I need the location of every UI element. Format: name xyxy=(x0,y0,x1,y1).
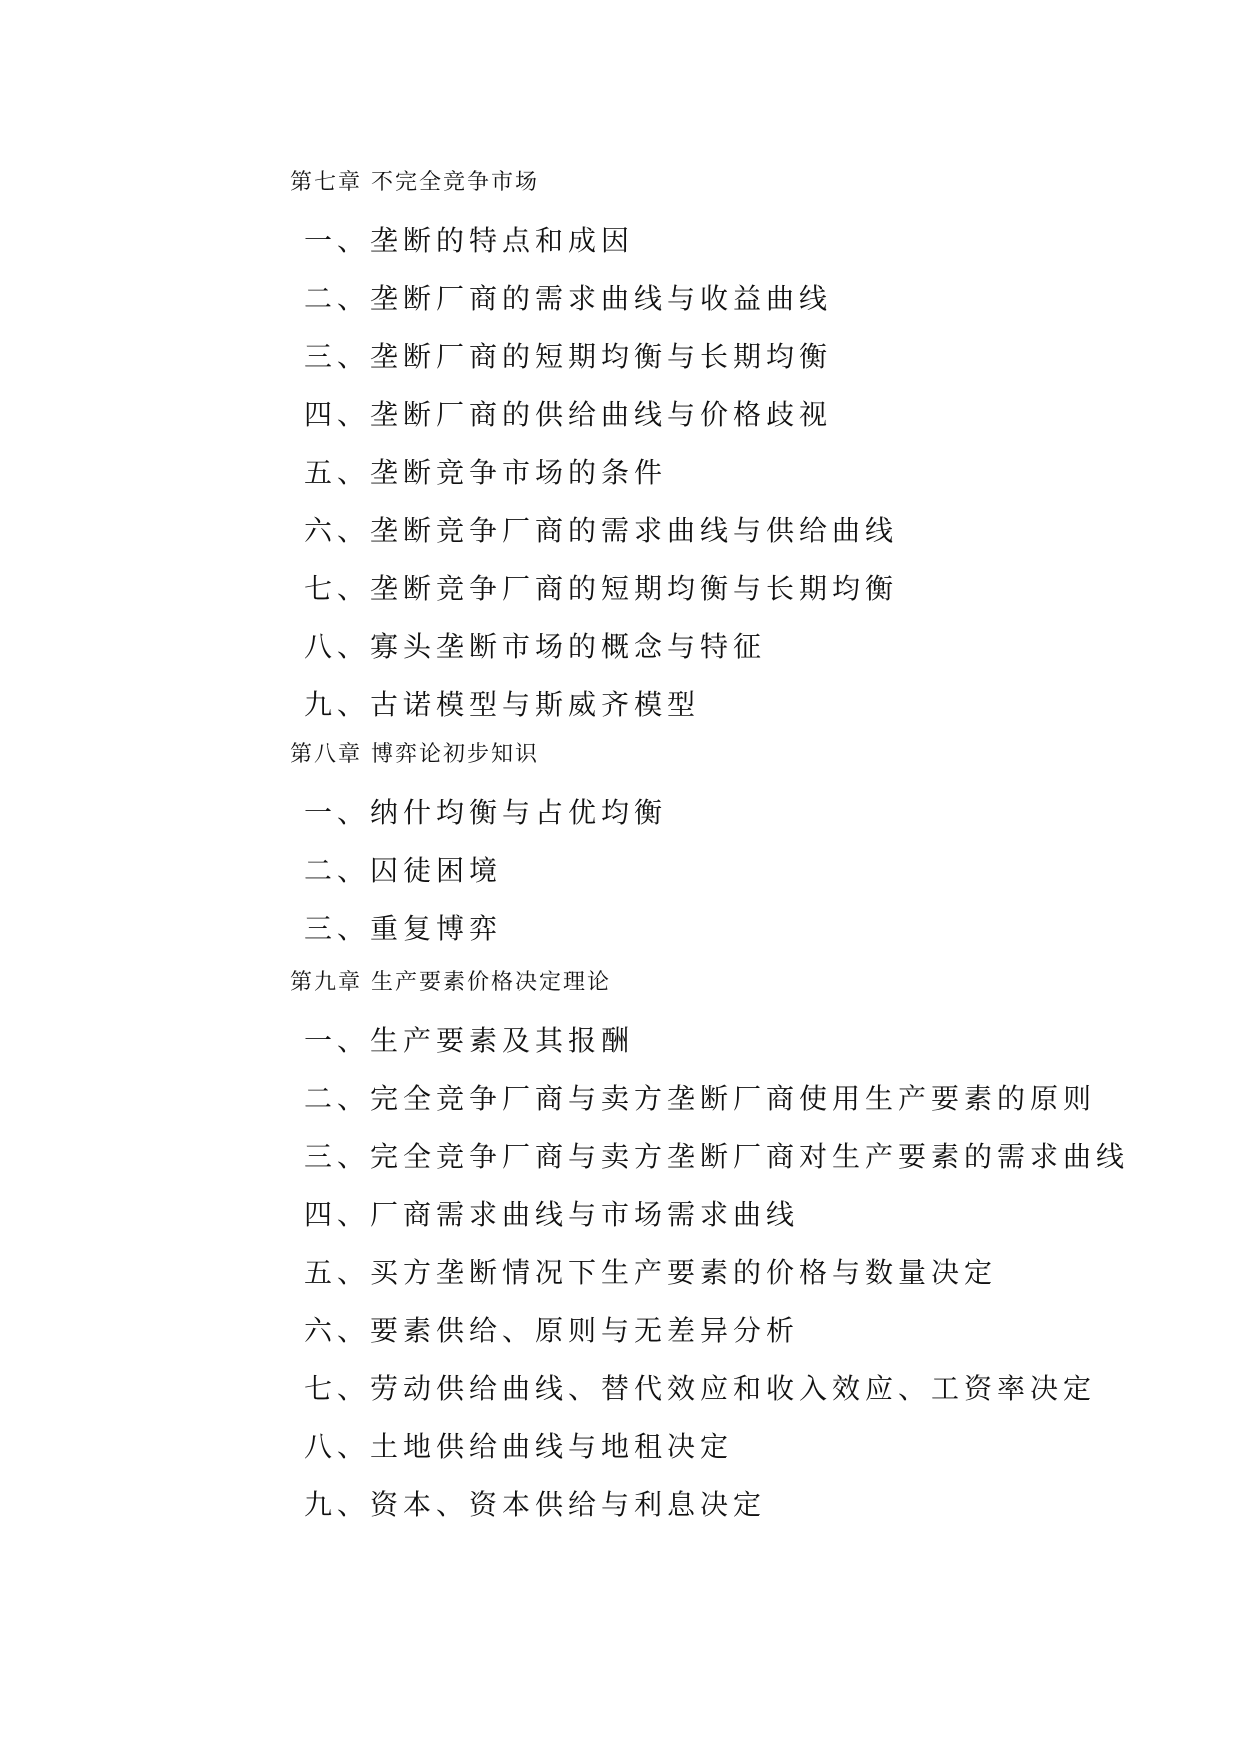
list-item: 二、垄断厂商的需求曲线与收益曲线 xyxy=(304,282,833,315)
list-item: 八、寡头垄断市场的概念与特征 xyxy=(304,630,767,663)
chapter-8-items xyxy=(290,784,1190,958)
list-item: 七、垄断竞争厂商的短期均衡与长期均衡 xyxy=(304,572,899,605)
list-item: 三、垄断厂商的短期均衡与长期均衡 xyxy=(304,340,833,373)
list-item: 五、垄断竞争市场的条件 xyxy=(304,456,668,489)
list-item: 四、垄断厂商的供给曲线与价格歧视 xyxy=(304,398,833,431)
list-item: 四、厂商需求曲线与市场需求曲线 xyxy=(304,1198,800,1231)
list-item: 二、完全竞争厂商与卖方垄断厂商使用生产要素的原则 xyxy=(304,1082,1097,1115)
list-item: 三、重复博弈 xyxy=(304,912,503,945)
chapter-outline xyxy=(290,166,1190,1534)
chapter-title-8: 第八章 博弈论初步知识 xyxy=(290,742,539,767)
chapter-9-items xyxy=(290,1012,1190,1534)
list-item: 一、纳什均衡与占优均衡 xyxy=(304,796,668,829)
chapter-title-7: 第七章 不完全竞争市场 xyxy=(290,170,539,195)
list-item: 一、生产要素及其报酬 xyxy=(304,1024,635,1057)
list-item: 八、土地供给曲线与地租决定 xyxy=(304,1430,734,1463)
list-item: 三、完全竞争厂商与卖方垄断厂商对生产要素的需求曲线 xyxy=(304,1140,1130,1173)
list-item: 九、古诺模型与斯威齐模型 xyxy=(304,688,701,721)
list-item: 六、要素供给、原则与无差异分析 xyxy=(304,1314,800,1347)
list-item: 五、买方垄断情况下生产要素的价格与数量决定 xyxy=(304,1256,998,1289)
list-item: 二、囚徒困境 xyxy=(304,854,503,887)
chapter-title-9: 第九章 生产要素价格决定理论 xyxy=(290,970,611,995)
chapter-7-items xyxy=(290,212,1190,734)
list-item: 九、资本、资本供给与利息决定 xyxy=(304,1488,767,1521)
list-item: 六、垄断竞争厂商的需求曲线与供给曲线 xyxy=(304,514,899,547)
list-item: 七、劳动供给曲线、替代效应和收入效应、工资率决定 xyxy=(304,1372,1097,1405)
list-item: 一、垄断的特点和成因 xyxy=(304,224,635,257)
